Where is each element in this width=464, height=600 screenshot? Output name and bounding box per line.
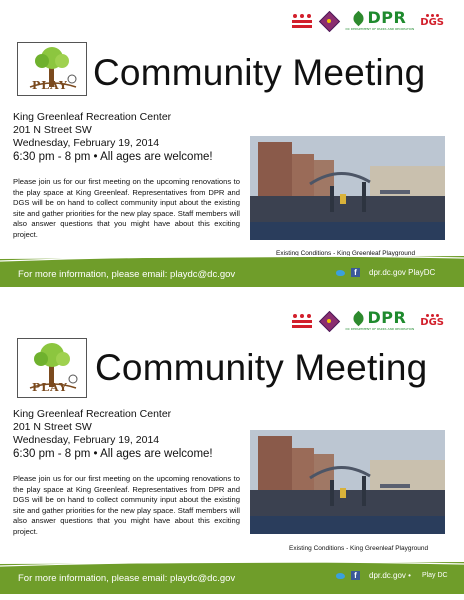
website-link[interactable]: dpr.dc.gov • [369, 571, 411, 580]
dgs-logo-text: DGS [420, 316, 444, 328]
footer-bar [0, 562, 464, 594]
photo-caption: Existing Conditions - King Greenleaf Playground [276, 250, 416, 257]
event-description: Please join us for our first meeting on the upcoming renovations to the play space at King Greenleaf. Representatives from DPR and DGS will be on hand to collect community input about the existing site and gather priorities for the new play space. Staff members will also answer questions that you might have about this exciting project. [13, 177, 240, 239]
playground-photo [250, 430, 445, 534]
event-info [13, 111, 213, 164]
play-logo-text: PLAY [32, 381, 68, 394]
play-logo-text: PLAY [32, 79, 68, 92]
event-description: Please join us for our first meeting on the upcoming renovations to the play space at King Greenleaf. Representatives from DPR and DGS will be on hand to collect community input about the existing site and gather priorities for the new play space. Staff members will also answer questions that you might have about this exciting project. [13, 474, 240, 536]
event-time: 6:30 pm - 8 pm • All ages are welcome! [13, 448, 213, 460]
dpr-logo-subtitle: DC DEPARTMENT OF PARKS AND RECREATION [345, 27, 415, 31]
contact-email[interactable]: For more information, please email: playdc@dc.gov [18, 269, 236, 280]
page-title: Community Meeting [95, 347, 428, 388]
playground-photo [250, 136, 445, 240]
facebook-icon[interactable]: f [351, 268, 360, 277]
dc-flag-icon [291, 313, 313, 329]
dgs-logo [420, 314, 444, 328]
dc-map-icon [319, 311, 339, 331]
play-dc-logo [17, 42, 87, 96]
dc-map-icon [319, 11, 339, 31]
event-date: Wednesday, February 19, 2014 [13, 434, 160, 446]
page-title: Community Meeting [93, 52, 426, 93]
play-dc-logo [17, 338, 87, 398]
flyer-bottom [0, 300, 464, 600]
dc-flag-icon [291, 13, 313, 29]
event-time: 6:30 pm - 8 pm • All ages are welcome! [13, 151, 213, 163]
leaf-icon [351, 310, 367, 326]
dpr-logo [345, 310, 414, 331]
partner-logos [291, 10, 444, 31]
event-location: King Greenleaf Recreation Center [13, 408, 172, 420]
social-links [335, 571, 448, 580]
facebook-icon[interactable]: f [351, 571, 360, 580]
photo-caption: Existing Conditions - King Greenleaf Playground [289, 545, 429, 552]
dgs-logo-text: DGS [420, 16, 444, 28]
leaf-icon [351, 10, 367, 26]
dpr-logo-text: DPR [367, 308, 407, 327]
dpr-logo [345, 10, 414, 31]
dgs-logo [420, 14, 444, 28]
event-location: King Greenleaf Recreation Center [13, 111, 172, 123]
hashtag-text: Play DC [421, 572, 448, 579]
twitter-icon[interactable] [335, 268, 346, 277]
footer-bar [0, 255, 464, 287]
event-address: 201 N Street SW [13, 421, 92, 433]
event-date: Wednesday, February 19, 2014 [13, 137, 160, 149]
dpr-logo-text: DPR [367, 8, 407, 27]
event-info [13, 408, 213, 461]
partner-logos [291, 310, 444, 331]
contact-email[interactable]: For more information, please email: playdc@dc.gov [18, 573, 236, 584]
social-links [335, 268, 446, 277]
website-link[interactable]: dpr.dc.gov PlayDC [369, 268, 436, 277]
twitter-icon[interactable] [335, 571, 346, 580]
event-address: 201 N Street SW [13, 124, 92, 136]
dpr-logo-subtitle: DC DEPARTMENT OF PARKS AND RECREATION [345, 327, 415, 331]
